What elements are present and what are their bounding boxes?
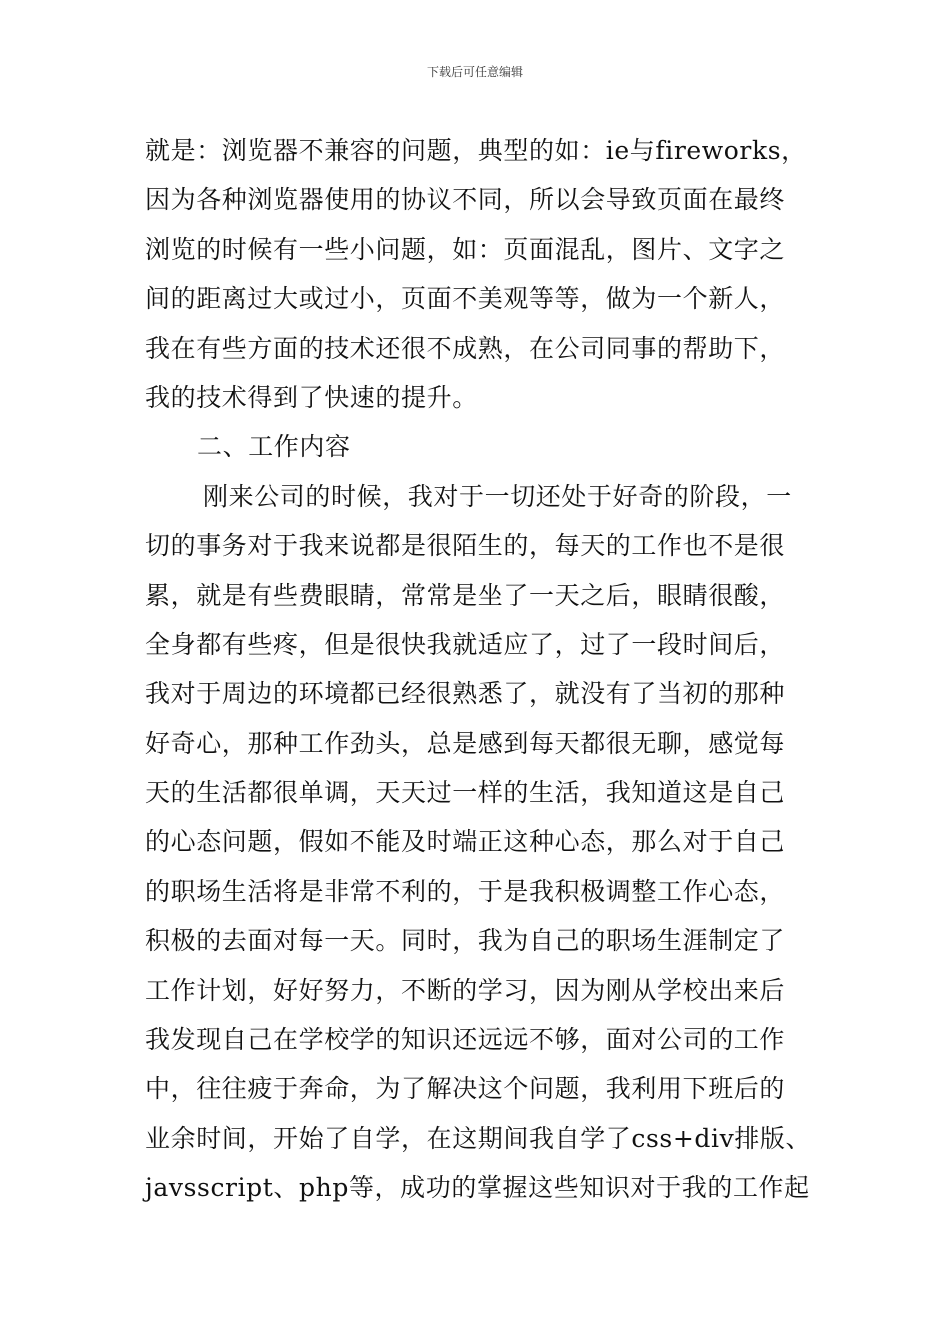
text-line: 工作计划，好好努力，不断的学习，因为刚从学校出来后	[145, 975, 786, 1005]
text-line: 累，就是有些费眼睛，常常是坐了一天之后，眼睛很酸，	[145, 580, 786, 610]
document-body	[145, 126, 825, 1213]
text-line: 中，往往疲于奔命，为了解决这个问题，我利用下班后的	[145, 1074, 786, 1104]
paragraph-first-line: 刚来公司的时候，我对于一切还处于好奇的阶段，一	[203, 481, 792, 511]
text-line: 因为各种浏览器使用的协议不同，所以会导致页面在最终	[145, 185, 786, 215]
text-line: javsscript、php等，成功的掌握这些知识对于我的工作起	[145, 1173, 810, 1203]
text-line: 积极的去面对每一天。同时，我为自己的职场生涯制定了	[145, 926, 786, 956]
text-line: 我发现自己在学校学的知识还远远不够，面对公司的工作	[145, 1025, 786, 1055]
text-line: 全身都有些疼，但是很快我就适应了，过了一段时间后，	[145, 629, 786, 659]
text-line: 天的生活都很单调，天天过一样的生活，我知道这是自己	[145, 778, 786, 808]
text-line: 业余时间，开始了自学，在这期间我自学了css+div排版、	[145, 1123, 812, 1153]
text-line: 浏览的时候有一些小问题，如：页面混乱，图片、文字之	[145, 234, 786, 264]
text-line: 就是：浏览器不兼容的问题，典型的如：ie与fireworks，	[145, 136, 807, 165]
text-line: 我的技术得到了快速的提升。	[145, 382, 478, 412]
section-heading: 二、工作内容	[197, 432, 351, 462]
text-line: 我在有些方面的技术还很不成熟，在公司同事的帮助下，	[145, 333, 786, 363]
text-line: 的职场生活将是非常不利的，于是我积极调整工作心态，	[145, 876, 786, 906]
page-header: 下载后可任意编辑	[426, 65, 523, 79]
text-line: 的心态问题，假如不能及时端正这种心态，那么对于自己	[145, 827, 786, 857]
text-line: 好奇心，那种工作劲头，总是感到每天都很无聊，感觉每	[145, 728, 786, 758]
text-line: 我对于周边的环境都已经很熟悉了，就没有了当初的那种	[145, 679, 786, 709]
text-line: 切的事务对于我来说都是很陌生的，每天的工作也不是很	[145, 531, 786, 561]
text-line: 间的距离过大或过小，页面不美观等等，做为一个新人，	[145, 284, 786, 314]
